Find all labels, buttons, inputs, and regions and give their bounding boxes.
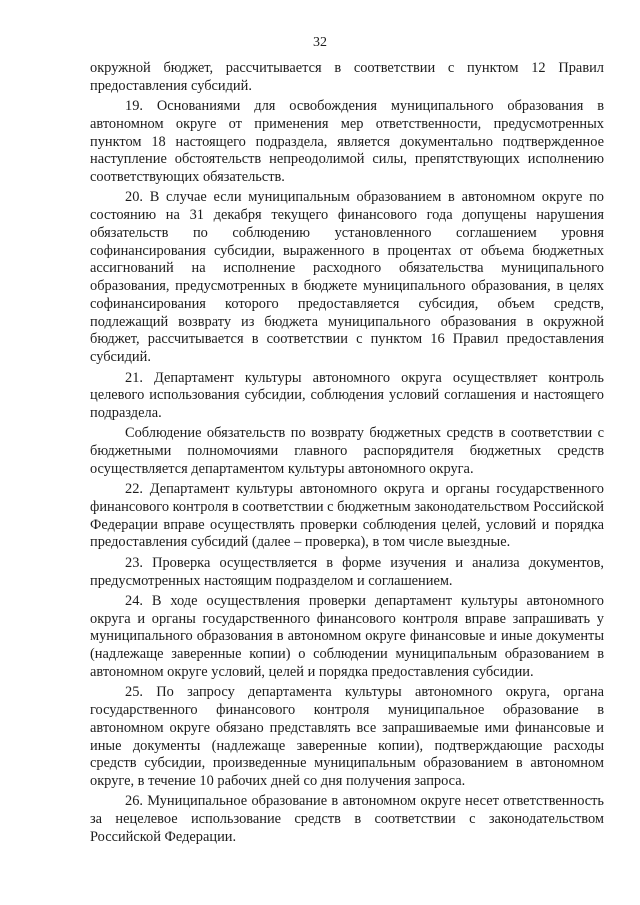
- paragraph-24: 24. В ходе осуществления проверки департамент культуры автономного округа и органы государственного финансового контроля вправе запрашивать у муниципального образования в автономном округе финансовые и иные документы (надлежаще заверенные копии) о соблюдении муниципальным образованием в автономном округе условий, целей и порядка предоставления субсидии.: [90, 592, 604, 680]
- paragraph-26: 26. Муниципальное образование в автономном округе несет ответственность за нецелевое использование средств в соответствии с законодательством Российской Федерации.: [90, 793, 604, 845]
- paragraph-22: 22. Департамент культуры автономного округа и органы государственного финансового контроля в соответствии с бюджетным законодательством Российской Федерации вправе осуществлять проверки соблюдения целей, условий и порядка предоставления субсидий (далее – проверка), в том числе выездные.: [90, 481, 604, 551]
- paragraph-19: 19. Основаниями для освобождения муниципального образования в автономном округе от применения мер ответственности, предусмотренных пунктом 18 настоящего подраздела, является документально подтвержденное наступление обстоятельств непреодолимой силы, препятствующих исполнению соответствующих обязательств.: [90, 98, 604, 186]
- paragraph-continuation: окружной бюджет, рассчитывается в соответствии с пунктом 12 Правил предоставления субсидий.: [90, 60, 604, 94]
- paragraph-23: 23. Проверка осуществляется в форме изучения и анализа документов, предусмотренных настоящим подразделом и соглашением.: [90, 554, 604, 589]
- paragraph-25: 25. По запросу департамента культуры автономного округа, органа государственного финансового контроля муниципальное образование в автономном округе обязано представлять все запрашиваемые ими финансовые и иные документы (надлежаще заверенные копии), подтверждающие расходы средств субсидии, произведенные муниципальным образованием в автономном округе, в течение 10 рабочих дней со дня получения запроса.: [90, 684, 604, 789]
- paragraph-21: 21. Департамент культуры автономного округа осуществляет контроль целевого использования субсидии, соблюдения условий соглашения и настоящего подраздела.: [90, 369, 604, 422]
- paragraph-20: 20. В случае если муниципальным образованием в автономном округе по состоянию на 31 декабря текущего финансового года допущены нарушения обязательств по соблюдению установленного соглашением уровня софинансирования субсидии, выраженного в процентах от объема бюджетных ассигнований на исполнение расходного обязательства муниципального образования, предусмотренных в бюджете муниципального образования, в целях софинансирования которого предоставляется субсидия, объем средств, подлежащий возврату из бюджета муниципального образования в окружной бюджет, рассчитывается в соответствии с пунктом 16 Правил предоставления субсидий.: [90, 189, 604, 366]
- page-number: 32: [313, 35, 327, 50]
- paragraph-21-compliance: Соблюдение обязательств по возврату бюджетных средств в соответствии с бюджетными полномочиями главного распорядителя бюджетных средств осуществляется департаментом культуры автономного округа.: [90, 425, 604, 477]
- document-body: [90, 60, 604, 849]
